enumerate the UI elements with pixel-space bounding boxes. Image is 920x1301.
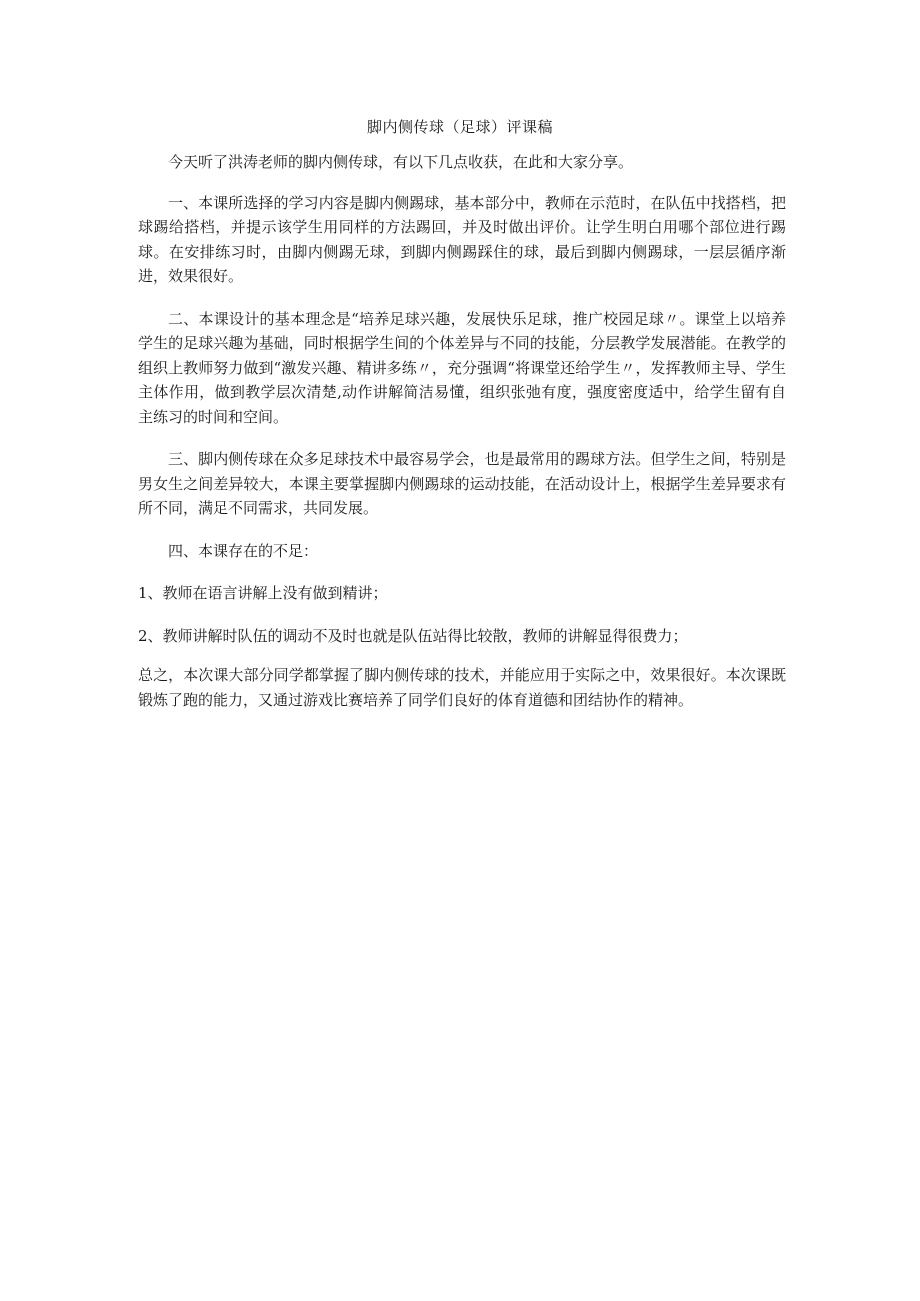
point-three-paragraph: 三、脚内侧传球在众多足球技术中最容易学会，也是最常用的踢球方法。但学生之间，特别是男女生之间差异较大，本课主要掌握脚内侧踢球的运动技能，在活动设计上，根据学生差异要求有所不同，满足不同需求，共同发展。 [138,450,786,517]
point-one-paragraph: 一、本课所选择的学习内容是脚内侧踢球，基本部分中，教师在示范时，在队伍中找搭档，把球踢给搭档，并提示该学生用同样的方法踢回，并及时做出评价。让学生明白用哪个部位进行踢球。在安排练习时，由脚内侧踢无球，到脚内侧踢踩住的球，最后到脚内侧踢球，一层层循序渐进，效果很好。 [138,193,786,285]
point-two-paragraph: 二、本课设计的基本理念是“培养足球兴趣，发展快乐足球，推广校园足球〃。课堂上以培养学生的足球兴趣为基础，同时根据学生间的个体差异与不同的技能，分层教学发展潜能。在教学的组织上教师努力做到“激发兴趣、精讲多练〃，充分强调“将课堂还给学生〃，发挥教师主导、学生主体作用，做到教学层次清楚,动作讲解简洁易懂，组织张弛有度，强度密度适中，给学生留有自主练习的时间和空间。 [138,309,786,426]
summary-paragraph: 总之，本次课大部分同学都掌握了脚内侧传球的技术，并能应用于实际之中，效果很好。本次课既锻炼了跑的能力，又通过游戏比赛培养了同学们良好的体育道德和团结协作的精神。 [138,666,786,709]
document-title: 脚内侧传球（足球）评课稿 [366,118,553,136]
point-four-heading: 四、本课存在的不足： [168,541,319,560]
shortcoming-item-2: 2、教师讲解时队伍的调动不及时也就是队伍站得比较散，教师的讲解显得很费力； [138,626,688,645]
document-body [138,150,786,712]
intro-paragraph: 今天听了洪涛老师的脚内侧传球，有以下几点收获，在此和大家分享。 [168,153,634,171]
shortcoming-item-1: 1、教师在语言讲解上没有做到精讲； [138,584,388,602]
